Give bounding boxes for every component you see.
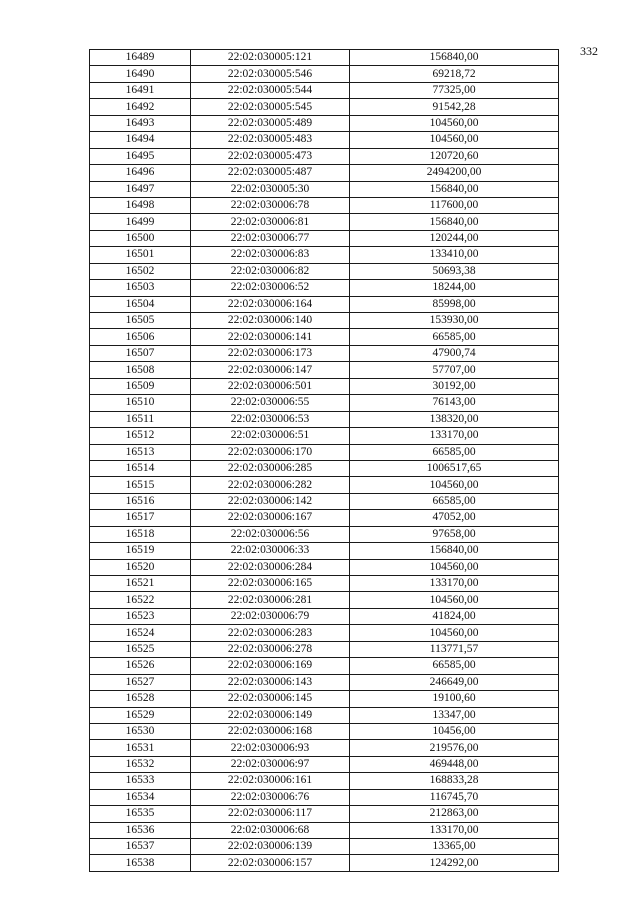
- cadastral-number-cell: 22:02:030006:145: [191, 691, 350, 707]
- cadastral-number-cell: 22:02:030005:546: [191, 66, 350, 82]
- row-number-cell: 16508: [90, 362, 191, 378]
- cadastral-number-cell: 22:02:030005:483: [191, 132, 350, 148]
- cadastral-number-cell: 22:02:030005:544: [191, 82, 350, 98]
- row-number-cell: 16489: [90, 50, 191, 66]
- row-number-cell: 16537: [90, 839, 191, 855]
- cadastral-value-cell: 469448,00: [350, 756, 559, 772]
- row-number-cell: 16501: [90, 247, 191, 263]
- row-number-cell: 16502: [90, 263, 191, 279]
- cadastral-number-cell: 22:02:030006:68: [191, 822, 350, 838]
- table-row: [90, 444, 559, 460]
- cadastral-number-cell: 22:02:030006:76: [191, 789, 350, 805]
- cadastral-number-cell: 22:02:030006:117: [191, 806, 350, 822]
- table-row: [90, 296, 559, 312]
- cadastral-value-cell: 69218,72: [350, 66, 559, 82]
- row-number-cell: 16515: [90, 477, 191, 493]
- cadastral-value-cell: 1006517,65: [350, 460, 559, 476]
- cadastral-number-cell: 22:02:030006:161: [191, 773, 350, 789]
- cadastral-value-cell: 47900,74: [350, 345, 559, 361]
- table-row: [90, 773, 559, 789]
- table-row: [90, 806, 559, 822]
- row-number-cell: 16507: [90, 345, 191, 361]
- cadastral-number-cell: 22:02:030006:283: [191, 625, 350, 641]
- table-row: [90, 789, 559, 805]
- table-row: [90, 165, 559, 181]
- cadastral-value-cell: 113771,57: [350, 641, 559, 657]
- cadastral-value-cell: 156840,00: [350, 50, 559, 66]
- cadastral-value-cell: 133170,00: [350, 428, 559, 444]
- cadastral-value-cell: 104560,00: [350, 477, 559, 493]
- table-row: [90, 543, 559, 559]
- cadastral-number-cell: 22:02:030006:173: [191, 345, 350, 361]
- cadastral-number-cell: 22:02:030005:487: [191, 165, 350, 181]
- cadastral-value-cell: 156840,00: [350, 181, 559, 197]
- cadastral-value-cell: 66585,00: [350, 658, 559, 674]
- cadastral-value-cell: 133170,00: [350, 822, 559, 838]
- row-number-cell: 16511: [90, 411, 191, 427]
- row-number-cell: 16493: [90, 115, 191, 131]
- row-number-cell: 16491: [90, 82, 191, 98]
- table-row: [90, 625, 559, 641]
- row-number-cell: 16518: [90, 526, 191, 542]
- table-row: [90, 493, 559, 509]
- table-row: [90, 132, 559, 148]
- cadastral-number-cell: 22:02:030006:97: [191, 756, 350, 772]
- row-number-cell: 16523: [90, 608, 191, 624]
- table-row: [90, 66, 559, 82]
- cadastral-value-cell: 246649,00: [350, 674, 559, 690]
- row-number-cell: 16527: [90, 674, 191, 690]
- cadastral-value-cell: 116745,70: [350, 789, 559, 805]
- table-row: [90, 247, 559, 263]
- cadastral-number-cell: 22:02:030006:81: [191, 214, 350, 230]
- table-row: [90, 691, 559, 707]
- cadastral-value-cell: 66585,00: [350, 444, 559, 460]
- table-body: [90, 50, 559, 872]
- cadastral-value-cell: 117600,00: [350, 197, 559, 213]
- row-number-cell: 16519: [90, 543, 191, 559]
- cadastral-value-cell: 153930,00: [350, 313, 559, 329]
- row-number-cell: 16526: [90, 658, 191, 674]
- row-number-cell: 16499: [90, 214, 191, 230]
- cadastral-number-cell: 22:02:030006:164: [191, 296, 350, 312]
- row-number-cell: 16525: [90, 641, 191, 657]
- cadastral-number-cell: 22:02:030006:56: [191, 526, 350, 542]
- row-number-cell: 16512: [90, 428, 191, 444]
- row-number-cell: 16510: [90, 395, 191, 411]
- table-row: [90, 658, 559, 674]
- table-row: [90, 839, 559, 855]
- row-number-cell: 16506: [90, 329, 191, 345]
- table-row: [90, 181, 559, 197]
- cadastral-value-cell: 41824,00: [350, 608, 559, 624]
- table-row: [90, 723, 559, 739]
- table-row: [90, 378, 559, 394]
- cadastral-number-cell: 22:02:030006:167: [191, 510, 350, 526]
- table-row: [90, 395, 559, 411]
- row-number-cell: 16495: [90, 148, 191, 164]
- table-row: [90, 460, 559, 476]
- cadastral-number-cell: 22:02:030006:55: [191, 395, 350, 411]
- row-number-cell: 16528: [90, 691, 191, 707]
- row-number-cell: 16500: [90, 230, 191, 246]
- row-number-cell: 16516: [90, 493, 191, 509]
- cadastral-number-cell: 22:02:030006:33: [191, 543, 350, 559]
- row-number-cell: 16530: [90, 723, 191, 739]
- table-row: [90, 559, 559, 575]
- cadastral-number-cell: 22:02:030006:142: [191, 493, 350, 509]
- cadastral-value-cell: 138320,00: [350, 411, 559, 427]
- row-number-cell: 16522: [90, 592, 191, 608]
- cadastral-number-cell: 22:02:030006:52: [191, 280, 350, 296]
- row-number-cell: 16524: [90, 625, 191, 641]
- table-row: [90, 707, 559, 723]
- cadastral-value-cell: 66585,00: [350, 329, 559, 345]
- table-row: [90, 345, 559, 361]
- cadastral-number-cell: 22:02:030006:169: [191, 658, 350, 674]
- cadastral-value-cell: 219576,00: [350, 740, 559, 756]
- row-number-cell: 16514: [90, 460, 191, 476]
- cadastral-number-cell: 22:02:030006:82: [191, 263, 350, 279]
- cadastral-number-cell: 22:02:030006:147: [191, 362, 350, 378]
- row-number-cell: 16517: [90, 510, 191, 526]
- cadastral-number-cell: 22:02:030006:140: [191, 313, 350, 329]
- cadastral-value-cell: 156840,00: [350, 543, 559, 559]
- cadastral-value-cell: 97658,00: [350, 526, 559, 542]
- cadastral-value-cell: 133170,00: [350, 576, 559, 592]
- table-row: [90, 411, 559, 427]
- row-number-cell: 16505: [90, 313, 191, 329]
- table-row: [90, 230, 559, 246]
- table-row: [90, 822, 559, 838]
- cadastral-value-cell: 13365,00: [350, 839, 559, 855]
- cadastral-number-cell: 22:02:030006:51: [191, 428, 350, 444]
- table-row: [90, 115, 559, 131]
- cadastral-value-cell: 2494200,00: [350, 165, 559, 181]
- cadastral-value-cell: 47052,00: [350, 510, 559, 526]
- row-number-cell: 16494: [90, 132, 191, 148]
- table-row: [90, 510, 559, 526]
- table-row: [90, 526, 559, 542]
- row-number-cell: 16496: [90, 165, 191, 181]
- table-row: [90, 148, 559, 164]
- cadastral-value-cell: 104560,00: [350, 559, 559, 575]
- row-number-cell: 16533: [90, 773, 191, 789]
- table-row: [90, 99, 559, 115]
- table-row: [90, 263, 559, 279]
- cadastral-number-cell: 22:02:030006:93: [191, 740, 350, 756]
- cadastral-value-cell: 212863,00: [350, 806, 559, 822]
- cadastral-value-cell: 168833,28: [350, 773, 559, 789]
- cadastral-number-cell: 22:02:030006:139: [191, 839, 350, 855]
- table-row: [90, 576, 559, 592]
- cadastral-value-cell: 85998,00: [350, 296, 559, 312]
- table-row: [90, 362, 559, 378]
- row-number-cell: 16534: [90, 789, 191, 805]
- table-row: [90, 313, 559, 329]
- cadastral-number-cell: 22:02:030006:149: [191, 707, 350, 723]
- row-number-cell: 16531: [90, 740, 191, 756]
- cadastral-number-cell: 22:02:030006:284: [191, 559, 350, 575]
- table-row: [90, 608, 559, 624]
- cadastral-number-cell: 22:02:030006:157: [191, 855, 350, 871]
- cadastral-value-cell: 91542,28: [350, 99, 559, 115]
- table-row: [90, 855, 559, 871]
- row-number-cell: 16490: [90, 66, 191, 82]
- cadastral-number-cell: 22:02:030006:143: [191, 674, 350, 690]
- cadastre-value-table: [89, 49, 559, 872]
- cadastral-value-cell: 104560,00: [350, 115, 559, 131]
- cadastral-number-cell: 22:02:030005:489: [191, 115, 350, 131]
- cadastral-number-cell: 22:02:030006:79: [191, 608, 350, 624]
- table-row: [90, 740, 559, 756]
- cadastral-number-cell: 22:02:030006:285: [191, 460, 350, 476]
- cadastral-number-cell: 22:02:030006:78: [191, 197, 350, 213]
- row-number-cell: 16513: [90, 444, 191, 460]
- row-number-cell: 16535: [90, 806, 191, 822]
- cadastral-value-cell: 77325,00: [350, 82, 559, 98]
- cadastral-number-cell: 22:02:030005:121: [191, 50, 350, 66]
- cadastral-value-cell: 133410,00: [350, 247, 559, 263]
- cadastral-number-cell: 22:02:030006:77: [191, 230, 350, 246]
- table-row: [90, 756, 559, 772]
- table-row: [90, 592, 559, 608]
- row-number-cell: 16492: [90, 99, 191, 115]
- cadastral-number-cell: 22:02:030005:30: [191, 181, 350, 197]
- cadastral-value-cell: 13347,00: [350, 707, 559, 723]
- table-row: [90, 477, 559, 493]
- cadastral-number-cell: 22:02:030006:278: [191, 641, 350, 657]
- cadastral-value-cell: 120244,00: [350, 230, 559, 246]
- table-row: [90, 280, 559, 296]
- cadastral-number-cell: 22:02:030005:545: [191, 99, 350, 115]
- row-number-cell: 16520: [90, 559, 191, 575]
- row-number-cell: 16503: [90, 280, 191, 296]
- cadastral-number-cell: 22:02:030006:168: [191, 723, 350, 739]
- page-number: 332: [580, 44, 598, 58]
- row-number-cell: 16509: [90, 378, 191, 394]
- cadastral-number-cell: 22:02:030005:473: [191, 148, 350, 164]
- cadastral-number-cell: 22:02:030006:501: [191, 378, 350, 394]
- row-number-cell: 16497: [90, 181, 191, 197]
- cadastral-number-cell: 22:02:030006:53: [191, 411, 350, 427]
- row-number-cell: 16538: [90, 855, 191, 871]
- row-number-cell: 16536: [90, 822, 191, 838]
- table-row: [90, 50, 559, 66]
- row-number-cell: 16532: [90, 756, 191, 772]
- cadastral-value-cell: 124292,00: [350, 855, 559, 871]
- table-row: [90, 82, 559, 98]
- table-row: [90, 674, 559, 690]
- row-number-cell: 16504: [90, 296, 191, 312]
- table-row: [90, 329, 559, 345]
- cadastral-value-cell: 18244,00: [350, 280, 559, 296]
- table-row: [90, 197, 559, 213]
- cadastral-value-cell: 10456,00: [350, 723, 559, 739]
- table-row: [90, 428, 559, 444]
- cadastral-value-cell: 76143,00: [350, 395, 559, 411]
- cadastral-number-cell: 22:02:030006:282: [191, 477, 350, 493]
- cadastral-value-cell: 104560,00: [350, 625, 559, 641]
- row-number-cell: 16498: [90, 197, 191, 213]
- row-number-cell: 16521: [90, 576, 191, 592]
- cadastral-number-cell: 22:02:030006:281: [191, 592, 350, 608]
- cadastral-value-cell: 104560,00: [350, 592, 559, 608]
- cadastral-number-cell: 22:02:030006:165: [191, 576, 350, 592]
- cadastral-value-cell: 156840,00: [350, 214, 559, 230]
- cadastral-value-cell: 120720,60: [350, 148, 559, 164]
- cadastral-value-cell: 57707,00: [350, 362, 559, 378]
- table-row: [90, 214, 559, 230]
- cadastral-number-cell: 22:02:030006:83: [191, 247, 350, 263]
- cadastral-value-cell: 104560,00: [350, 132, 559, 148]
- cadastral-value-cell: 30192,00: [350, 378, 559, 394]
- cadastral-value-cell: 66585,00: [350, 493, 559, 509]
- cadastral-number-cell: 22:02:030006:170: [191, 444, 350, 460]
- row-number-cell: 16529: [90, 707, 191, 723]
- cadastral-number-cell: 22:02:030006:141: [191, 329, 350, 345]
- cadastral-value-cell: 19100,60: [350, 691, 559, 707]
- cadastral-value-cell: 50693,38: [350, 263, 559, 279]
- table-row: [90, 641, 559, 657]
